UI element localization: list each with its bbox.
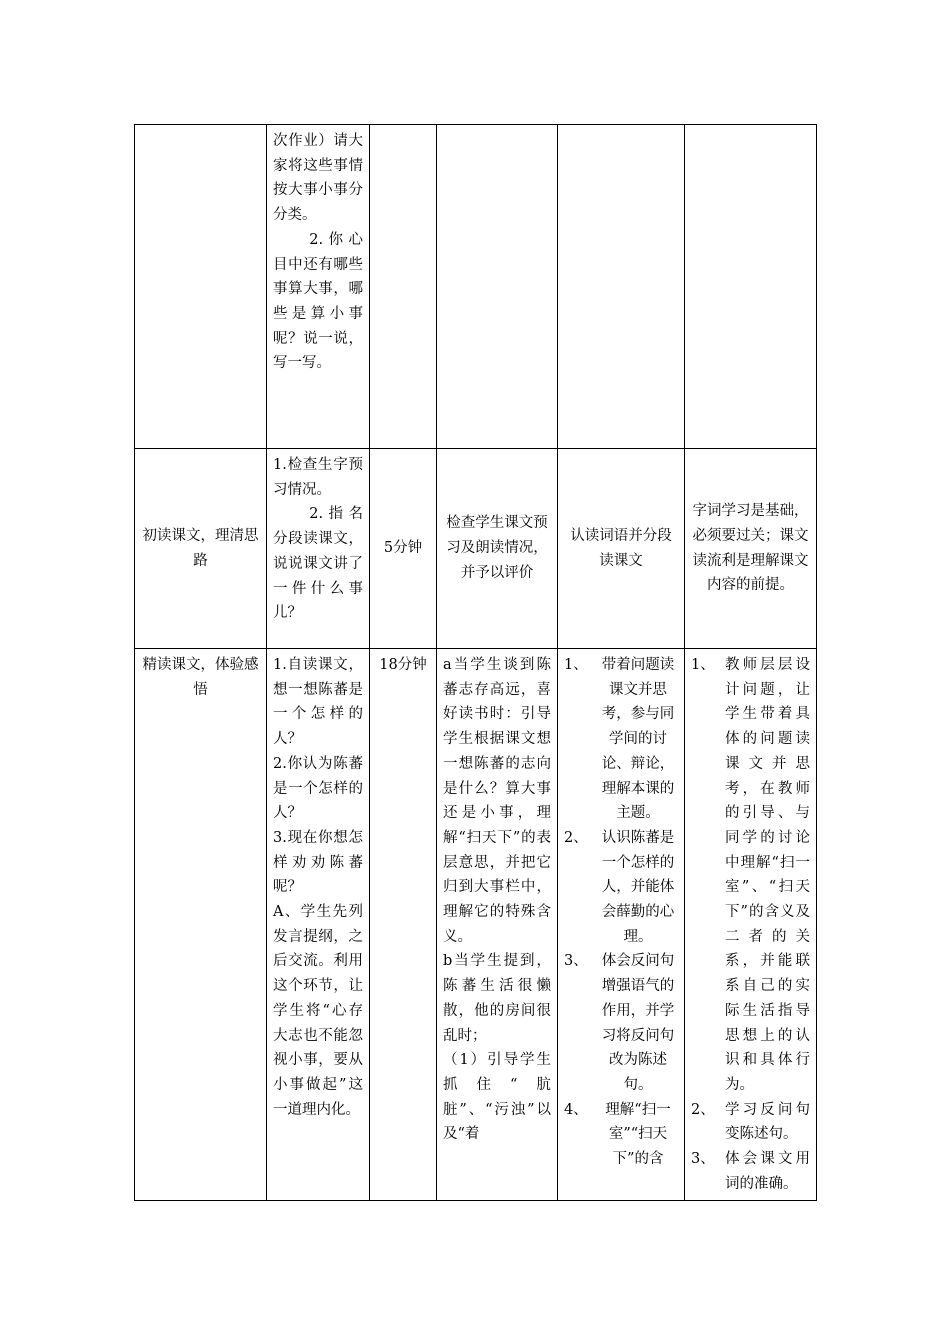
intent-cell bbox=[685, 649, 817, 1201]
time-cell bbox=[370, 649, 437, 1201]
activity-cell bbox=[267, 649, 370, 1201]
time-cell bbox=[370, 449, 437, 649]
paragraph: 2.你心目中还有哪些事算大事，哪些是算小事呢？说一说，写一写。 bbox=[273, 231, 363, 372]
item-text: 学习反问句变陈述句。 bbox=[725, 1101, 810, 1143]
teacher-cell bbox=[437, 125, 558, 449]
item-text: 教师层层设计问题，让学生带着具体的问题读课文并思考，在教师的引导、与同学的讨论中理解“扫一室”、“扫天下”的含义及二者的关系，并能联系自己的实际生活指导思想上的认识和具体行为。 bbox=[725, 657, 810, 1093]
row0-intent bbox=[685, 125, 816, 133]
paragraph: 认读词语并分段读课文 bbox=[570, 527, 672, 569]
paragraph: A、学生先列发言提纲，之后交流。利用这个环节，让学生将“心存大志也不能忽视小事，要从小事做起”这一道理内化。 bbox=[273, 904, 363, 1118]
item-number: 2、 bbox=[564, 829, 588, 846]
item-number: 1、 bbox=[564, 657, 588, 673]
item-number: 3、 bbox=[691, 1151, 715, 1168]
row2-student bbox=[558, 649, 684, 1176]
row1-student bbox=[558, 520, 684, 577]
paragraph: 字词学习是基础，必须要过关；课文读流利是理解课文内容的前提。 bbox=[692, 503, 809, 594]
paragraph: b当学生提到，陈蕃生活很懒散，他的房间很乱时； bbox=[443, 953, 551, 1044]
table-row bbox=[135, 449, 817, 649]
item-number: 1、 bbox=[691, 657, 715, 673]
paragraph: 精读课文，体验感悟 bbox=[142, 657, 259, 698]
paragraph: 初读课文，理清思路 bbox=[142, 527, 259, 569]
intent-cell bbox=[685, 449, 817, 649]
activity-cell bbox=[267, 125, 370, 449]
paragraph: 3.现在你想怎样劝劝陈蕃呢？ bbox=[273, 829, 363, 896]
row2-activity bbox=[267, 649, 369, 1126]
row2-teacher bbox=[437, 649, 557, 1151]
row1-activity bbox=[267, 449, 369, 630]
item-text: 认识陈蕃是一个怎样的人，并能体会薛勤的心理。 bbox=[601, 829, 675, 945]
time-cell bbox=[370, 125, 437, 449]
row1-intent bbox=[685, 495, 816, 602]
row0-student bbox=[558, 125, 684, 133]
item-text: 理解“扫一室”“扫天下”的含 bbox=[605, 1101, 671, 1168]
intent-cell bbox=[685, 125, 817, 449]
student-cell bbox=[558, 125, 685, 449]
item-number: 3、 bbox=[564, 953, 588, 970]
table-row bbox=[135, 125, 817, 449]
numbered-item bbox=[564, 826, 678, 950]
row1-teacher bbox=[437, 507, 557, 589]
row0-teacher bbox=[437, 125, 557, 133]
numbered-item bbox=[564, 653, 678, 826]
row0-stage bbox=[135, 125, 266, 133]
row1-time: 5分钟 bbox=[383, 540, 423, 557]
stage-cell bbox=[135, 125, 267, 449]
stage-cell bbox=[135, 649, 267, 1201]
student-cell bbox=[558, 649, 685, 1201]
stage-cell bbox=[135, 449, 267, 649]
table-row bbox=[135, 649, 817, 1201]
student-cell bbox=[558, 449, 685, 649]
item-text: 体会反问句增强语气的作用，并学习将反问句改为陈述句。 bbox=[601, 953, 675, 1093]
paragraph: 2.你认为陈蕃是一个怎样的人？ bbox=[273, 755, 363, 822]
numbered-item bbox=[564, 1098, 678, 1172]
numbered-item bbox=[564, 949, 678, 1097]
paragraph: 检查学生课文预习及朗读情况，并予以评价 bbox=[446, 515, 548, 581]
activity-cell bbox=[267, 449, 370, 649]
numbered-item bbox=[691, 1098, 810, 1147]
row0-time bbox=[370, 125, 436, 133]
row2-time: 18分钟 bbox=[379, 657, 427, 673]
row1-stage bbox=[135, 520, 266, 577]
numbered-item bbox=[691, 653, 810, 1098]
numbered-item bbox=[691, 1147, 810, 1196]
paragraph: 1.检查生字预习情况。 bbox=[273, 457, 363, 498]
paragraph: 次作业）请大家将这些事情按大事小事分分类。 bbox=[273, 133, 363, 224]
row2-stage bbox=[135, 649, 266, 706]
item-number: 4、 bbox=[564, 1101, 588, 1118]
paragraph: 1.自读课文，想一想陈蕃是一个怎样的人？ bbox=[273, 657, 363, 748]
teacher-cell bbox=[437, 449, 558, 649]
teacher-cell bbox=[437, 649, 558, 1201]
lesson-plan-table bbox=[134, 124, 817, 1201]
item-text: 体会课文用词的准确。 bbox=[725, 1151, 810, 1192]
paragraph: a当学生谈到陈蕃志存高远，喜好读书时：引导学生根据课文想一想陈蕃的志向是什么？算大事还是小事，理解“扫天下”的表层意思，并把它归到大事栏中，理解它的特殊含义。 bbox=[443, 657, 551, 945]
row0-activity bbox=[267, 125, 369, 380]
item-text: 带着问题读课文并思考，参与同学间的讨论、辩论，理解本课的主题。 bbox=[601, 657, 675, 822]
item-number: 2、 bbox=[691, 1101, 715, 1118]
paragraph: （1）引导学生抓住“肮脏”、“污浊”以及“着 bbox=[443, 1052, 551, 1143]
paragraph: 2.指名分段读课文，说说课文讲了一件什么事儿？ bbox=[273, 506, 363, 622]
row2-intent bbox=[685, 649, 816, 1200]
